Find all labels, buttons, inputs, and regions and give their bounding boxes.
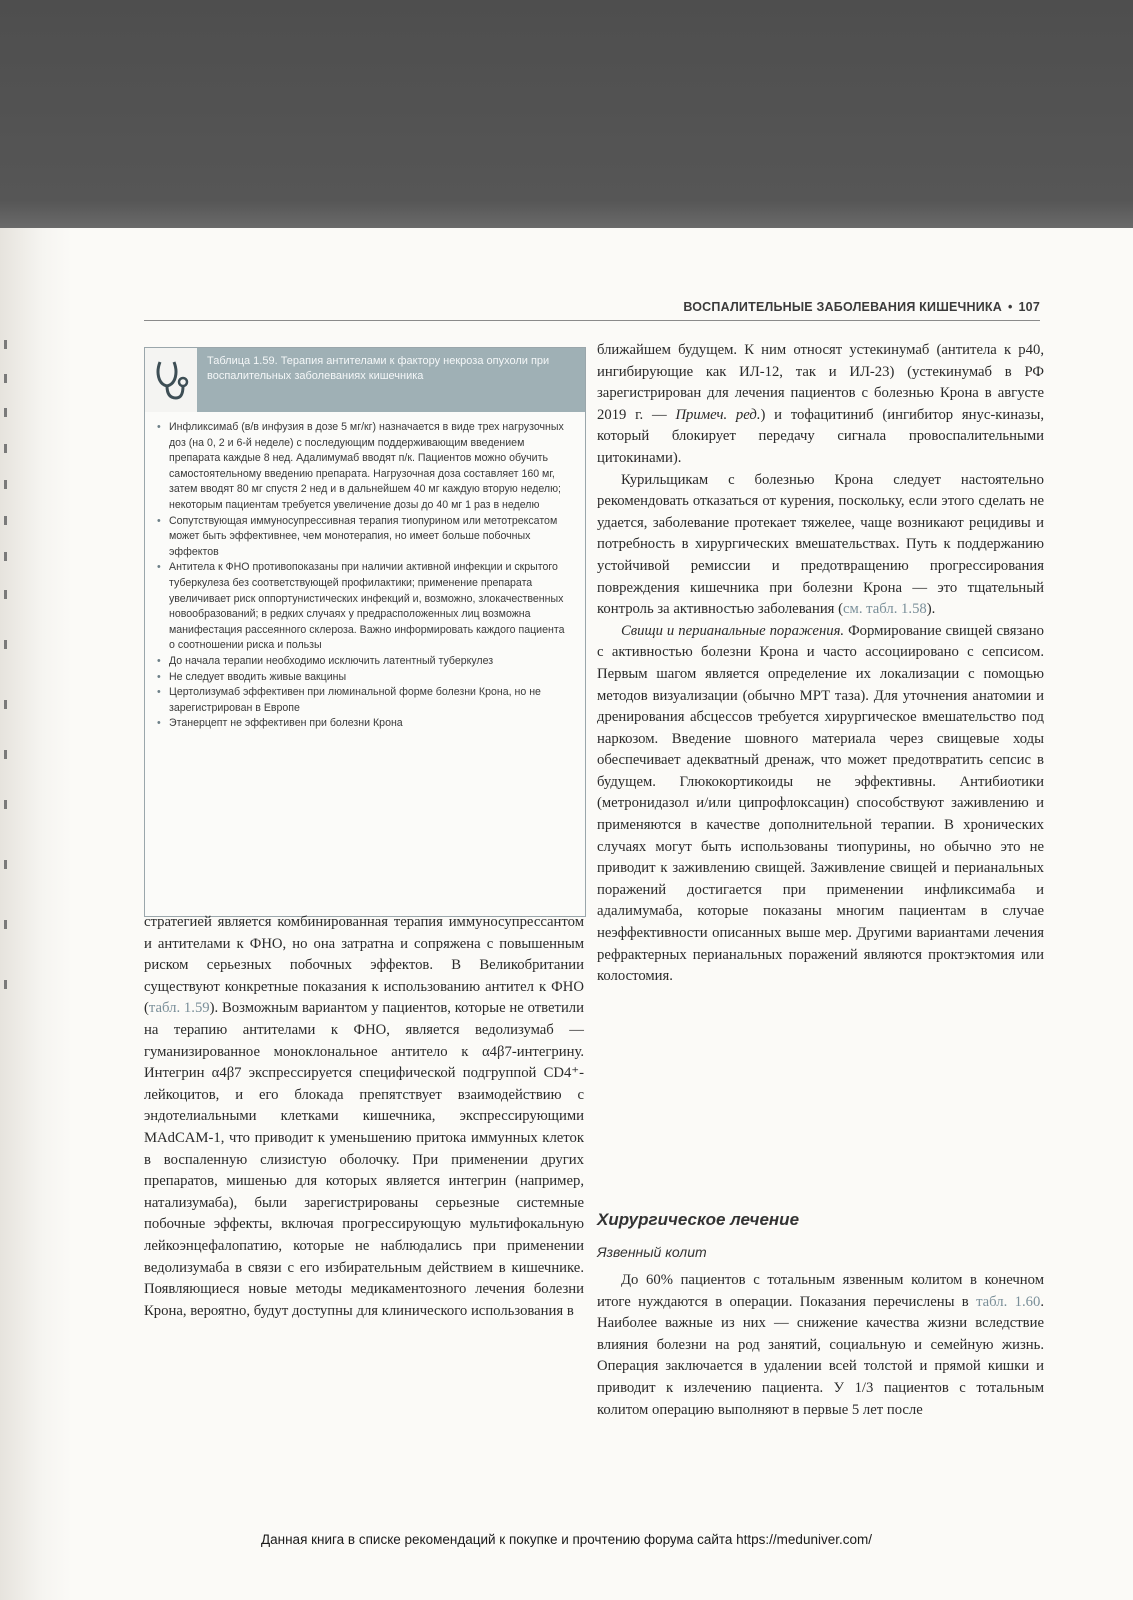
page-number: 107 — [1018, 300, 1040, 314]
table-header — [145, 348, 585, 412]
table-item: • Инфликсимаб (в/в инфузия в дозе 5 мг/кг) назначается в виде трех нагрузочных доз (на 0, 2 и 6-й неделе) с последующим поддерживающим введением препарата каждые 8 нед. Адалимумаб вводят п/к. Пациентов можно обучить самостоятельному введению препарата. Нагрузочная доза составляет 160 мг, затем вводят 80 мг спустя 2 нед и в дальнейшем 40 мг каждую вторую неделю; некоторым пациентам требуется увеличение дозы до 40 мг 1 раз в неделю — [157, 420, 573, 514]
table-1-59 — [144, 347, 586, 917]
text-run: Курильщикам с болезнью Крона следует настоятельно рекомендовать отказаться от курения, поскольку, если этого сделать не удается, заболевание протекает тяжелее, чаще возникают рецидивы и потребность в хирургических вмешательствах. Путь к поддержанию устойчивой ремиссии и предотвращению прогрессирования повреждения кишечника при болезни Крона — это тщательный контроль за активностью заболевания ( — [597, 471, 1044, 618]
table-reference: см. табл. 1.58 — [843, 601, 927, 618]
right-paragraph-1 — [597, 340, 1044, 470]
right-paragraph-3 — [597, 621, 1044, 988]
surgery-paragraph — [597, 1270, 1044, 1421]
left-paragraph — [144, 912, 584, 1322]
table-caption: Таблица 1.59. Терапия антителами к фактору некроза опухоли при воспалительных заболеваниях кишечника — [207, 355, 550, 382]
running-head-title: ВОСПАЛИТЕЛЬНЫЕ ЗАБОЛЕВАНИЯ КИШЕЧНИКА — [683, 300, 1002, 314]
section-title: Хирургическое лечение — [597, 1210, 800, 1229]
header-rule — [144, 320, 1040, 321]
table-item: • Цертолизумаб эффективен при люминальной форме болезни Крона, но не зарегистрирован в Европе — [157, 685, 573, 716]
editor-note: Примеч. ред. — [675, 406, 761, 423]
table-item: • Антитела к ФНО противопоказаны при наличии активной инфекции и скрытого туберкулеза без соответствующей профилактики; применение препарата увеличивает риск оппортунистических инфекций и, возможно, злокачественных новообразований; в редких случаях у предрасположенных лиц возможна манифестация рассеянного склероза. Важно информировать каждого пациента о соотношении риска и пользы — [157, 560, 573, 654]
table-item: • Этанерцепт не эффективен при болезни Крона — [157, 716, 573, 732]
footer-note: Данная книга в списке рекомендаций к покупке и прочтению форума сайта https://meduniver.com/ — [261, 1532, 872, 1547]
facing-page-edge — [2, 340, 12, 1060]
text-run: ). — [926, 601, 936, 618]
paragraph-lead: Свищи и перианальные поражения. — [621, 622, 845, 639]
table-body — [145, 412, 585, 732]
text-run: ) и тофацитиниб (ингибитор янус-киназы, который блокирует передачу сигнала провоспалительными цитокинами). — [597, 406, 1045, 466]
subsection-title: Язвенный колит — [597, 1244, 707, 1260]
stethoscope-icon — [145, 348, 197, 412]
table-item: • Сопутствующая иммуносупрессивная терапия тиопурином или метотрексатом может быть эффективнее, чем монотерапия, но имеет больше побочных эффектов — [157, 514, 573, 561]
text-run: ближайшем будущем. К ним относят устекинумаб (антитела к p40, ингибирующие как ИЛ-12, так и ИЛ-23) (устекинумаб в РФ зарегистрирован для лечения пациентов с болезнью Крона в августе 2019 г. — — [597, 342, 1044, 423]
scanner-dark-band — [0, 0, 1133, 228]
text-run: стратегией является комбинированная терапия иммуносупрессантом и антителами к ФНО, но она затратна и сопряжена с повышенным риском серьезных побочных эффектов. В Великобритании существуют конкретные показания к использованию антител к ФНО ( — [144, 914, 584, 1017]
surgery-text — [597, 1270, 1044, 1421]
running-head-separator: • — [1007, 300, 1013, 314]
text-run: . Наиболее важные из них — снижение качества жизни вследствие влияния болезни на род занятий, социальную и семейную жизнь. Операция заключается в удалении всей толстой и прямой кишки и приводит к излечению пациента. У 1/3 пациентов с тотальным колитом операцию выполняют в первые 5 лет после — [597, 1293, 1045, 1418]
right-paragraph-2 — [597, 470, 1044, 621]
text-run: ). Возможным вариантом у пациентов, которые не ответили на терапию антителами к ФНО, является ведолизумаб — гуманизированное моноклональное антитело к α4β7-интегрину. Интегрин α4β7 экспрессируется специфической подгруппой CD4⁺-лейкоцитов, и его блокада препятствует взаимодействию с эндотелиальными клетками кишечника, экспрессирующими MAdCAM-1, что приводит к уменьшению притока иммунных клеток в воспаленную слизистую оболочку. При применении других препаратов, мишенью для которых является интегрин (например, натализумаба), были зарегистрированы серьезные системные побочные эффекты, включая прогрессирующую мультифокальную лейкоэнцефалопатию, которые не наблюдались при применении ведолизумаба в связи с его избирательным действием в кишечнике. Появляющиеся новые методы медикаментозного лечения болезни Крона, вероятно, будут доступны для клинического использования в — [144, 1000, 584, 1319]
table-item: • До начала терапии необходимо исключить латентный туберкулез — [157, 654, 573, 670]
text-run: До 60% пациентов с тотальным язвенным колитом в конечном итоге нуждаются в операции. Показания перечислены в — [597, 1272, 1044, 1310]
table-item: • Не следует вводить живые вакцины — [157, 670, 573, 686]
table-reference: табл. 1.59 — [148, 1000, 210, 1017]
table-reference: табл. 1.60 — [976, 1293, 1041, 1310]
right-column — [597, 340, 1044, 988]
running-head — [606, 300, 1040, 314]
left-column — [144, 912, 584, 1322]
text-run: Формирование свищей связано с активностью болезни Крона и часто ассоциировано с сепсисом. Первым шагом является определение их локализации с помощью методов визуализации (обычно МРТ таза). Для уточнения анатомии и дренирования абсцессов требуется хирургическое вмешательство под наркозом. Введение шовного материала через свищевые ходы обеспечивает адекватный дренаж, что может предотвратить сепсис в будущем. Глюкокортикоиды не эффективны. Антибиотики (метронидазол и/или ципрофлоксацин) способствуют заживлению и применяются в качестве дополнительной терапии. В хронических случаях могут быть использованы тиопурины, но обычно это не приводит к заживлению свищей. Заживление свищей и перианальных поражений достигается при применении инфликсимаба и адалимумаба, которые показаны многим пациентам в случае неэффективности описанных выше мер. Другими вариантами лечения рефрактерных перианальных поражений являются проктэктомия или колостомия. — [597, 622, 1044, 985]
